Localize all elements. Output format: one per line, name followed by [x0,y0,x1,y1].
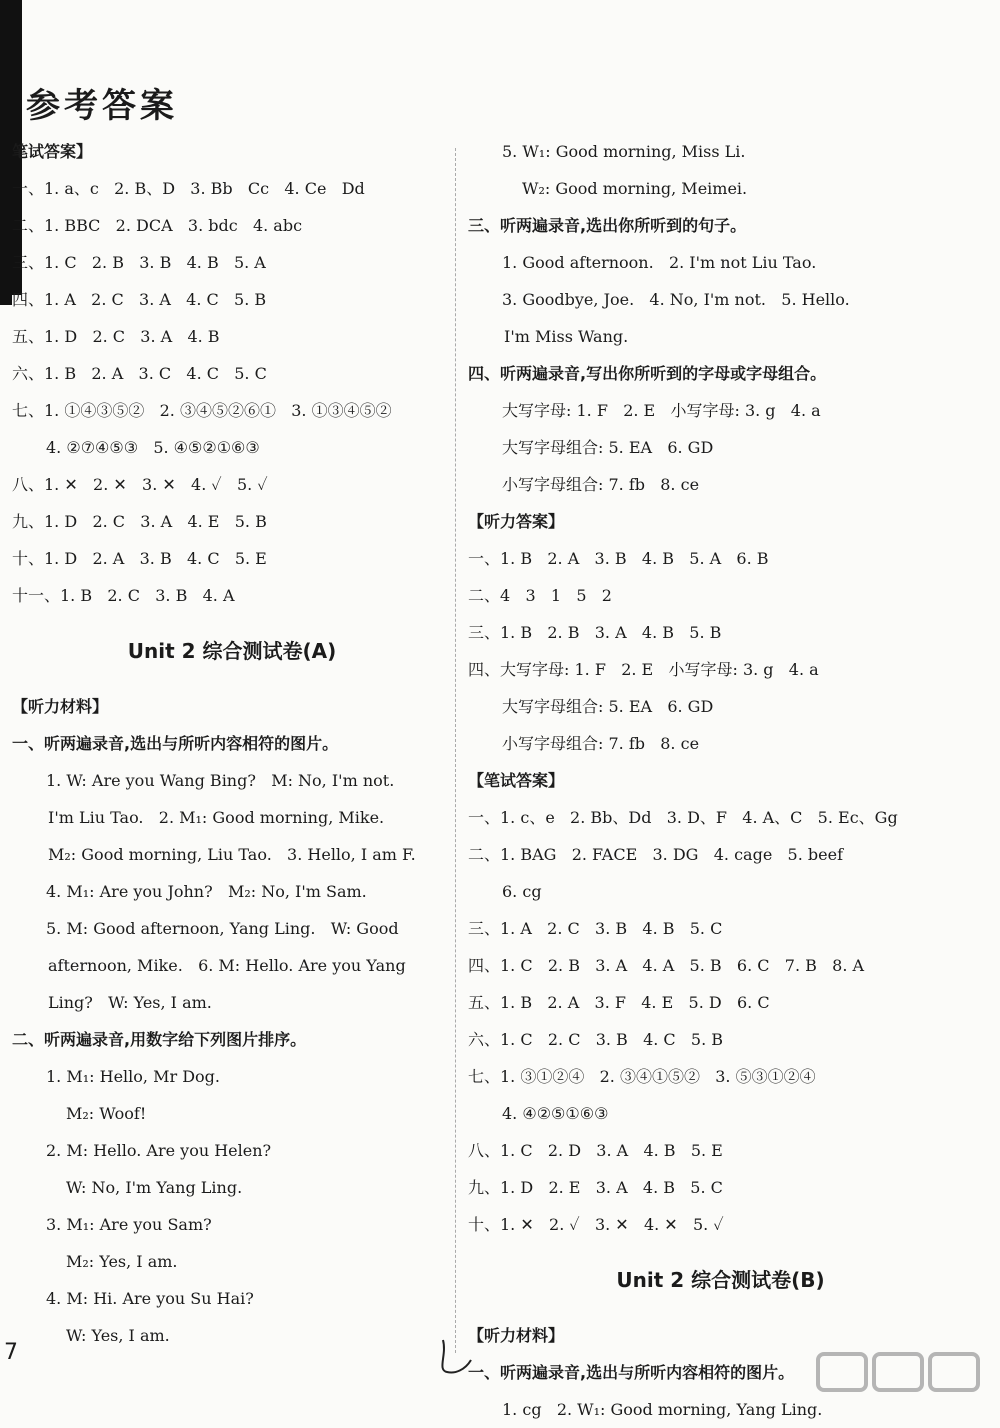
answer-line: 4. M₁: Are you John? M₂: No, I'm Sam. [46,882,367,901]
answer-line: W: Yes, I am. [66,1326,170,1345]
column-divider [455,148,456,1353]
answer-line: 三、1. B 2. B 3. A 4. B 5. B [468,623,722,642]
answer-line: 大写字母组合: 5. EA 6. GD [502,438,714,457]
answer-line: 三、1. A 2. C 3. B 4. B 5. C [468,919,723,938]
answer-line: I'm Miss Wang. [504,327,629,346]
answer-line: 1. M₁: Hello, Mr Dog. [46,1067,220,1086]
answer-line: 八、1. ✕ 2. ✕ 3. ✕ 4. ✓ 5. ✓ [12,475,268,494]
answer-line: 3. Goodbye, Joe. 4. No, I'm not. 5. Hello. [502,290,850,309]
scan-edge-shadow-tab [0,295,12,305]
answer-line: 一、1. c、e 2. Bb、Dd 3. D、F 4. A、C 5. Ec、Gg [468,808,898,827]
answer-line: 一、1. B 2. A 3. B 4. B 5. A 6. B [468,549,769,568]
question-heading: 二、听两遍录音,用数字给下列图片排序。 [12,1030,307,1049]
answer-line: 5. M: Good afternoon, Yang Ling. W: Good [46,919,399,938]
page-number: 7 [4,1340,18,1365]
answer-line: 二、1. BAG 2. FACE 3. DG 4. cage 5. beef [468,845,843,864]
answer-line: 十一、1. B 2. C 3. B 4. A [12,586,235,605]
section-tag: 【听力材料】 [12,697,109,716]
answer-line: Ling? W: Yes, I am. [48,993,212,1012]
answer-line: 小写字母组合: 7. fb 8. ce [502,475,700,494]
answer-line: 大写字母组合: 5. EA 6. GD [502,697,714,716]
answer-line: 3. M₁: Are you Sam? [46,1215,212,1234]
answer-line: 四、1. C 2. B 3. A 4. A 5. B 6. C 7. B 8. A [468,956,865,975]
section-tag: 笔试答案】 [12,142,93,161]
answer-line: afternoon, Mike. 6. M: Hello. Are you Yang [48,956,406,975]
answer-line: 2. M: Hello. Are you Helen? [46,1141,272,1160]
answer-line: 6. cg [502,882,542,901]
answer-line: 二、1. BBC 2. DCA 3. bdc 4. abc [12,216,303,235]
section-tag: 【听力答案】 [468,512,565,531]
answer-line: M₂: Good morning, Liu Tao. 3. Hello, I am F. [48,845,416,864]
answer-line: W: No, I'm Yang Ling. [66,1178,243,1197]
answer-line: 五、1. D 2. C 3. A 4. B [12,327,220,346]
answer-line: 五、1. B 2. A 3. F 4. E 5. D 6. C [468,993,770,1012]
answer-line: 六、1. C 2. C 3. B 4. C 5. B [468,1030,724,1049]
question-heading: 一、听两遍录音,选出与所听内容相符的图片。 [468,1363,795,1382]
answer-line: 四、大写字母: 1. F 2. E 小写字母: 3. g 4. a [468,660,819,679]
answer-line: M₂: Woof! [66,1104,147,1123]
question-heading: 一、听两遍录音,选出与所听内容相符的图片。 [12,734,339,753]
answer-line: 1. W: Are you Wang Bing? M: No, I'm not. [46,771,395,790]
section-tag: 【笔试答案】 [468,771,565,790]
right-column [468,133,973,1428]
answer-line: 4. ④②⑤①⑥③ [502,1104,609,1123]
section-tag: 【听力材料】 [468,1326,565,1345]
answer-line: 七、1. ①④③⑤② 2. ③④⑤②⑥① 3. ①③④⑤② [12,401,392,420]
pen-mark-scribble [425,1330,485,1380]
answer-line: 一、1. a、c 2. B、D 3. Bb Cc 4. Ce Dd [12,179,365,198]
answer-line: 四、1. A 2. C 3. A 4. C 5. B [12,290,267,309]
section-heading: Unit 2 综合测试卷(B) [616,1268,825,1292]
answer-line: 七、1. ③①②④ 2. ③④①⑤② 3. ⑤③①②④ [468,1067,816,1086]
answer-line: 十、1. ✕ 2. ✓ 3. ✕ 4. ✕ 5. ✓ [468,1215,724,1234]
answer-line: 1. cg 2. W₁: Good morning, Yang Ling. [502,1400,823,1419]
answer-line: M₂: Yes, I am. [66,1252,178,1271]
answer-line: 九、1. D 2. C 3. A 4. E 5. B [12,512,267,531]
question-heading: 四、听两遍录音,写出你所听到的字母或字母组合。 [468,364,827,383]
answer-line: 八、1. C 2. D 3. A 4. B 5. E [468,1141,723,1160]
answer-line: 5. W₁: Good morning, Miss Li. [502,142,746,161]
answer-line: 十、1. D 2. A 3. B 4. C 5. E [12,549,267,568]
answer-line: W₂: Good morning, Meimei. [522,179,748,198]
answer-line: I'm Liu Tao. 2. M₁: Good morning, Mike. [48,808,385,827]
answer-line: 小写字母组合: 7. fb 8. ce [502,734,700,753]
answer-line: 二、4 3 1 5 2 [468,586,612,605]
answer-line: 4. M: Hi. Are you Su Hai? [46,1289,254,1308]
left-column [12,133,452,1354]
answer-line: 1. Good afternoon. 2. I'm not Liu Tao. [502,253,817,272]
section-heading: Unit 2 综合测试卷(A) [127,639,337,663]
question-heading: 三、听两遍录音,选出你所听到的句子。 [468,216,747,235]
watermark-logo [810,1350,990,1420]
answer-line: 大写字母: 1. F 2. E 小写字母: 3. g 4. a [502,401,821,420]
answer-line: 三、1. C 2. B 3. B 4. B 5. A [12,253,266,272]
page-title: 参考答案 [26,86,178,126]
answer-line: 九、1. D 2. E 3. A 4. B 5. C [468,1178,723,1197]
answer-line: 六、1. B 2. A 3. C 4. C 5. C [12,364,267,383]
answer-line: 4. ②⑦④⑤③ 5. ④⑤②①⑥③ [46,438,260,457]
